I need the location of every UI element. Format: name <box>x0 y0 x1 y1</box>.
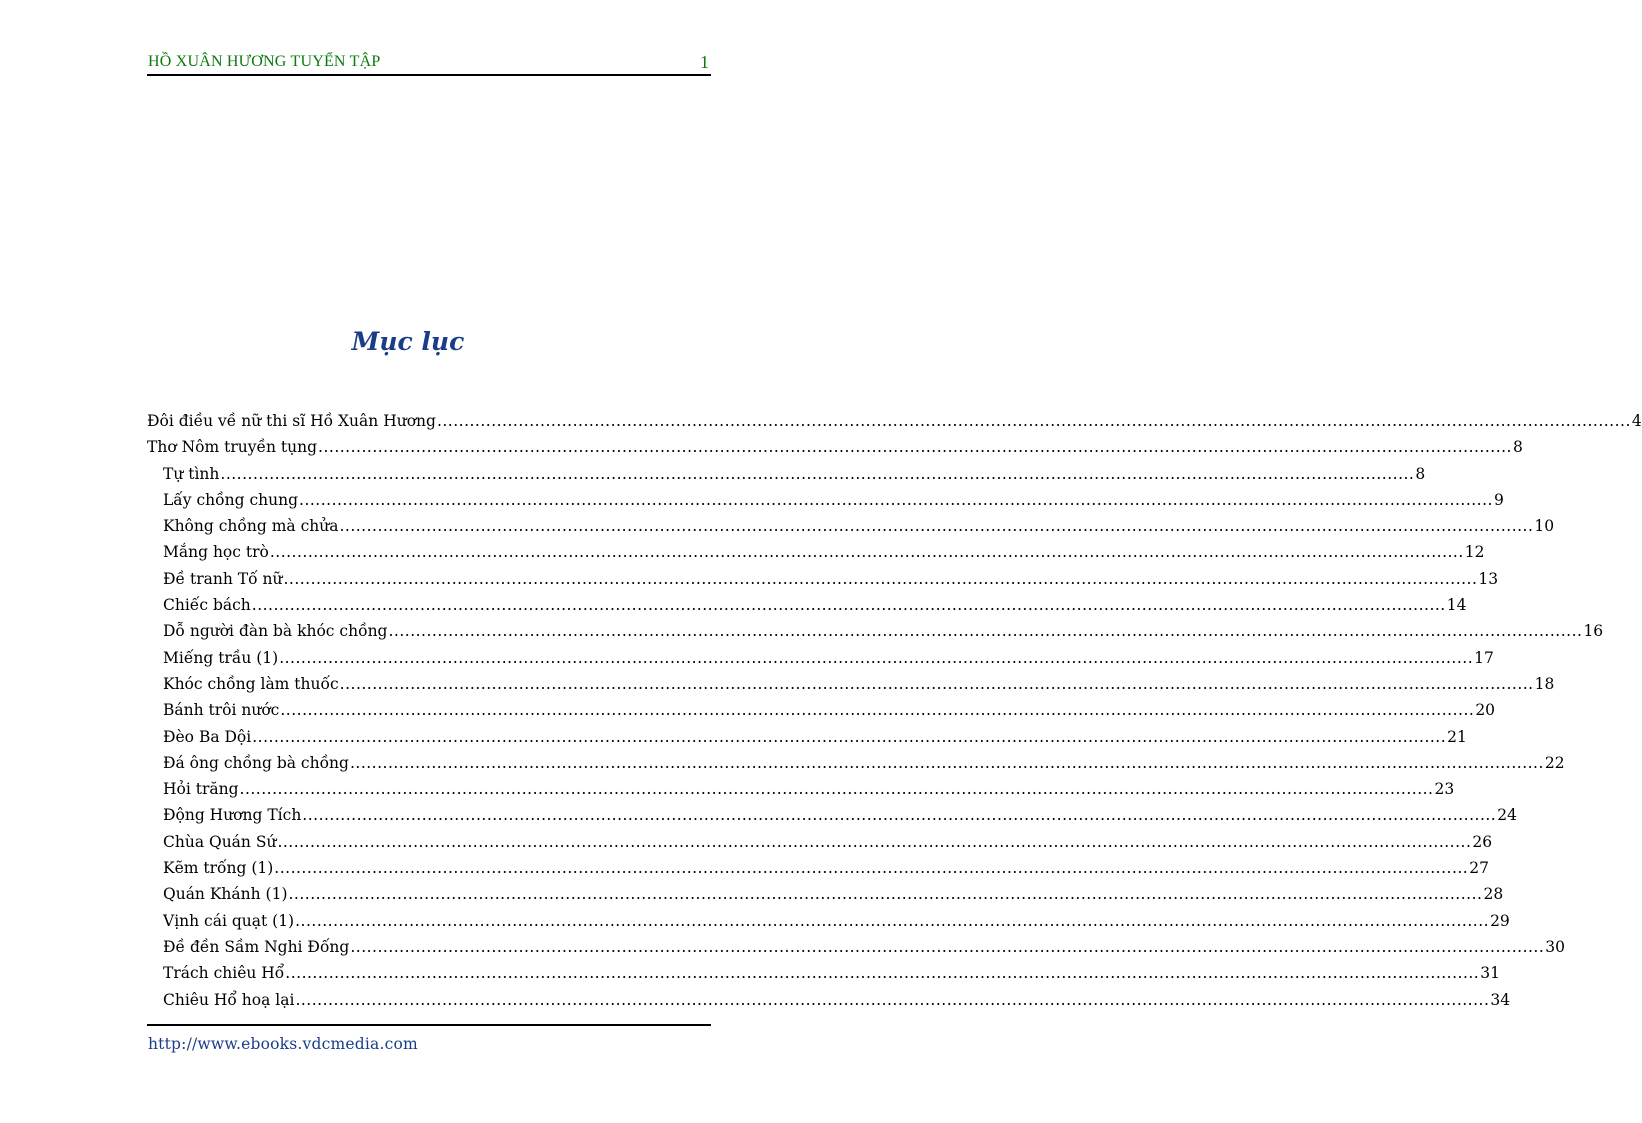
page-footer <box>147 1024 711 1053</box>
toc-entry[interactable] <box>147 936 1566 962</box>
toc-entry-title: Quán Khánh (1) <box>163 885 288 904</box>
dot-leader: ............................................................................................................................................................................................................................ <box>299 490 1493 509</box>
toc-entry-page: 29 <box>1490 911 1510 930</box>
dot-leader: ............................................................................................................................................................................................................................ <box>280 701 1475 720</box>
toc-entry-title: Lấy chồng chung <box>163 490 299 509</box>
toc-entry-title: Dỗ người đàn bà khóc chồng <box>163 622 388 641</box>
dot-leader: ............................................................................................................................................................................................................................ <box>436 412 1631 430</box>
toc-entry-title: Không chồng mà chửa <box>163 517 339 536</box>
dot-leader: ............................................................................................................................................................................................................................ <box>388 622 1583 641</box>
toc-entry-page: 20 <box>1475 701 1496 720</box>
toc-entry[interactable] <box>147 515 1555 541</box>
dot-leader: ............................................................................................................................................................................................................................ <box>239 780 1434 799</box>
toc-entry[interactable] <box>147 726 1467 752</box>
toc-entry[interactable] <box>147 883 1504 909</box>
dot-leader: ............................................................................................................................................................................................................................ <box>339 674 1534 693</box>
toc-entry-page: 30 <box>1545 937 1566 956</box>
toc-entry-title: Mắng học trò <box>163 543 269 562</box>
dot-leader: ............................................................................................................................................................................................................................ <box>295 911 1490 930</box>
dot-leader: ............................................................................................................................................................................................................................ <box>277 832 1472 851</box>
toc-entry-page: 16 <box>1583 622 1604 641</box>
toc-entry-page: 8 <box>1415 464 1426 483</box>
toc-entry-title: Trách chiêu Hổ <box>163 964 285 983</box>
toc-entry[interactable] <box>147 989 1511 1015</box>
dot-leader: ............................................................................................................................................................................................................................ <box>279 648 1474 667</box>
dot-leader: ............................................................................................................................................................................................................................ <box>288 885 1483 904</box>
toc-entry[interactable] <box>147 436 1523 462</box>
dot-leader: ............................................................................................................................................................................................................................ <box>285 964 1480 983</box>
toc-entry-title: Hỏi trăng <box>163 780 239 799</box>
toc-entry[interactable] <box>147 541 1485 567</box>
toc-title: Mục lục <box>351 327 465 356</box>
toc-entry[interactable] <box>147 673 1555 699</box>
dot-leader: ............................................................................................................................................................................................................................ <box>350 937 1545 956</box>
toc-entry[interactable] <box>147 831 1493 857</box>
toc-entry-title: Chiếc bách <box>163 596 251 615</box>
toc-entry-page: 4 <box>1631 412 1642 430</box>
toc-entry-title: Thơ Nôm truyền tụng <box>147 438 318 457</box>
toc-entry-page: 13 <box>1478 569 1499 588</box>
toc-entry-title: Kẽm trống (1) <box>163 859 274 878</box>
toc-entry[interactable] <box>147 489 1504 515</box>
toc-entry-page: 24 <box>1497 806 1517 825</box>
toc-entry-page: 34 <box>1490 990 1511 1009</box>
dot-leader: ............................................................................................................................................................................................................................ <box>220 464 1415 483</box>
toc-entry-page: 9 <box>1493 490 1504 509</box>
toc-entry-page: 26 <box>1472 832 1493 851</box>
toc-entry-title: Đèo Ba Dội <box>163 727 252 746</box>
dot-leader: ............................................................................................................................................................................................................................ <box>251 596 1446 615</box>
footer-link[interactable]: http://www.ebooks.vdcmedia.com <box>148 1035 418 1053</box>
toc-entry[interactable] <box>147 647 1494 673</box>
toc-entry-page: 31 <box>1480 964 1500 983</box>
toc-entry-title: Chùa Quán Sứ <box>163 832 277 851</box>
toc-entry-page: 23 <box>1434 780 1455 799</box>
toc-entry-page: 8 <box>1513 438 1523 457</box>
toc-entry[interactable] <box>147 752 1565 778</box>
toc-entry-title: Đề đền Sầm Nghi Đống <box>163 937 350 956</box>
toc-entry[interactable] <box>147 857 1489 883</box>
dot-leader: ............................................................................................................................................................................................................................ <box>269 543 1464 562</box>
dot-leader: ............................................................................................................................................................................................................................ <box>349 753 1544 772</box>
toc-entry-page: 14 <box>1446 596 1467 615</box>
toc-entry-page: 17 <box>1474 648 1494 667</box>
toc-entry-title: Chiêu Hổ hoạ lại <box>163 990 295 1009</box>
toc-entry-page: 21 <box>1447 727 1467 746</box>
page-number: 1 <box>700 52 709 72</box>
dot-leader: ............................................................................................................................................................................................................................ <box>252 727 1447 746</box>
toc-entry[interactable] <box>147 699 1496 725</box>
dot-leader: ............................................................................................................................................................................................................................ <box>274 859 1469 878</box>
toc-entry-title: Khóc chồng làm thuốc <box>163 674 339 693</box>
toc-entry-title: Tự tình <box>163 464 220 483</box>
toc-entry-page: 22 <box>1544 753 1565 772</box>
dot-leader: ............................................................................................................................................................................................................................ <box>339 517 1534 536</box>
page-header <box>147 50 711 76</box>
toc-entry[interactable] <box>147 568 1499 594</box>
dot-leader: ............................................................................................................................................................................................................................ <box>283 569 1478 588</box>
toc-entry[interactable] <box>147 463 1426 489</box>
table-of-contents <box>147 410 1642 1015</box>
toc-entry-title: Đôi điều về nữ thi sĩ Hồ Xuân Hương <box>147 412 436 430</box>
toc-entry[interactable] <box>147 620 1604 646</box>
toc-entry[interactable] <box>147 410 1642 436</box>
toc-entry[interactable] <box>147 594 1467 620</box>
toc-entry-page: 12 <box>1464 543 1485 562</box>
toc-entry-page: 28 <box>1483 885 1504 904</box>
dot-leader: ............................................................................................................................................................................................................................ <box>295 990 1490 1009</box>
toc-entry-title: Đề tranh Tố nữ <box>163 569 283 588</box>
toc-entry-page: 10 <box>1534 517 1555 536</box>
dot-leader: ............................................................................................................................................................................................................................ <box>302 806 1497 825</box>
header-title: HỒ XUÂN HƯƠNG TUYỂN TẬP <box>148 53 381 70</box>
toc-entry[interactable] <box>147 804 1517 830</box>
toc-entry[interactable] <box>147 910 1510 936</box>
toc-entry[interactable] <box>147 962 1500 988</box>
toc-entry-title: Bánh trôi nước <box>163 701 280 720</box>
toc-entry-title: Miếng trầu (1) <box>163 648 279 667</box>
toc-entry-title: Động Hương Tích <box>163 806 302 825</box>
toc-entry[interactable] <box>147 778 1455 804</box>
toc-entry-title: Đá ông chồng bà chồng <box>163 753 349 772</box>
dot-leader: ............................................................................................................................................................................................................................ <box>318 438 1512 457</box>
toc-entry-page: 18 <box>1534 674 1555 693</box>
toc-entry-title: Vịnh cái quạt (1) <box>163 911 295 930</box>
toc-entry-page: 27 <box>1469 859 1489 878</box>
